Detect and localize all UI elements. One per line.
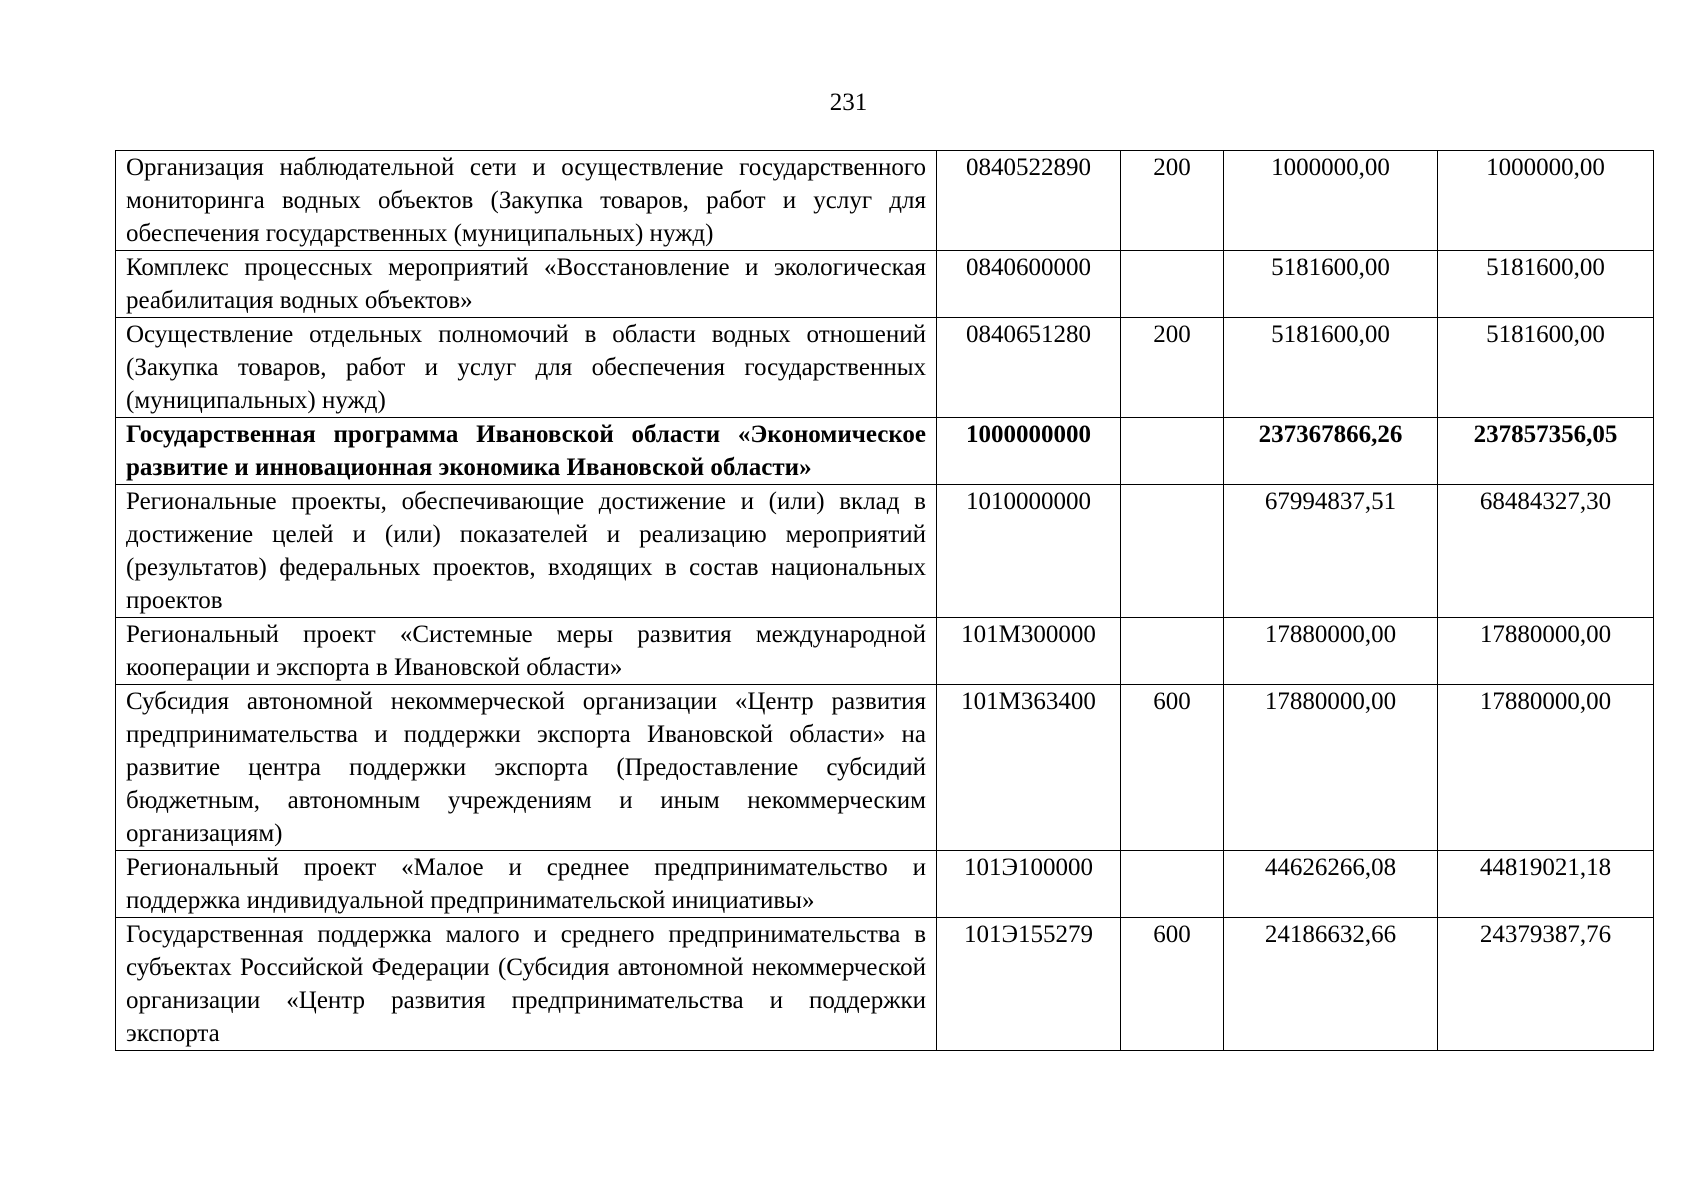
row-value-1: 5181600,00 <box>1224 318 1438 418</box>
row-name: Государственная программа Ивановской области «Экономическое развитие и инновационная экономика Ивановской области» <box>116 418 937 485</box>
row-expense-type: 600 <box>1121 918 1224 1051</box>
row-name: Комплекс процессных мероприятий «Восстановление и экологическая реабилитация водных объектов» <box>116 251 937 318</box>
row-value-2: 5181600,00 <box>1438 318 1654 418</box>
row-name: Региональный проект «Малое и среднее предпринимательство и поддержка индивидуальной предпринимательской инициативы» <box>116 851 937 918</box>
table-row <box>116 485 1654 618</box>
table-row <box>116 851 1654 918</box>
row-code: 0840651280 <box>937 318 1121 418</box>
table-row <box>116 251 1654 318</box>
row-value-2: 17880000,00 <box>1438 618 1654 685</box>
row-value-2: 1000000,00 <box>1438 151 1654 251</box>
row-value-1: 67994837,51 <box>1224 485 1438 618</box>
row-value-1: 5181600,00 <box>1224 251 1438 318</box>
row-expense-type <box>1121 251 1224 318</box>
row-value-1: 17880000,00 <box>1224 685 1438 851</box>
row-value-1: 24186632,66 <box>1224 918 1438 1051</box>
row-expense-type: 600 <box>1121 685 1224 851</box>
row-code: 101М300000 <box>937 618 1121 685</box>
table-row <box>116 918 1654 1051</box>
row-value-2: 24379387,76 <box>1438 918 1654 1051</box>
table-row <box>116 151 1654 251</box>
table-row <box>116 318 1654 418</box>
row-expense-type <box>1121 418 1224 485</box>
row-code: 1000000000 <box>937 418 1121 485</box>
row-name: Осуществление отдельных полномочий в области водных отношений (Закупка товаров, работ и услуг для обеспечения государственных (муниципальных) нужд) <box>116 318 937 418</box>
row-value-2: 17880000,00 <box>1438 685 1654 851</box>
row-name: Региональные проекты, обеспечивающие достижение и (или) вклад в достижение целей и (или) показателей и реализацию мероприятий (результатов) федеральных проектов, входящих в состав национальных проектов <box>116 485 937 618</box>
row-code: 0840522890 <box>937 151 1121 251</box>
row-code: 0840600000 <box>937 251 1121 318</box>
table-row <box>116 685 1654 851</box>
row-expense-type <box>1121 851 1224 918</box>
row-value-2: 44819021,18 <box>1438 851 1654 918</box>
table-row-program <box>116 418 1654 485</box>
row-value-1: 237367866,26 <box>1224 418 1438 485</box>
row-code: 101Э155279 <box>937 918 1121 1051</box>
row-value-2: 68484327,30 <box>1438 485 1654 618</box>
row-value-1: 44626266,08 <box>1224 851 1438 918</box>
row-name: Субсидия автономной некоммерческой организации «Центр развития предпринимательства и поддержки экспорта Ивановской области» на развитие центра поддержки экспорта (Предоставление субсидий бюджетным, автономным учреждениям и иным некоммерческим организациям) <box>116 685 937 851</box>
row-expense-type: 200 <box>1121 318 1224 418</box>
row-value-1: 1000000,00 <box>1224 151 1438 251</box>
row-expense-type: 200 <box>1121 151 1224 251</box>
row-expense-type <box>1121 618 1224 685</box>
row-code: 101М363400 <box>937 685 1121 851</box>
page-number: 231 <box>829 89 868 116</box>
row-code: 101Э100000 <box>937 851 1121 918</box>
row-value-1: 17880000,00 <box>1224 618 1438 685</box>
row-value-2: 237857356,05 <box>1438 418 1654 485</box>
budget-table <box>115 150 1654 1051</box>
row-name: Организация наблюдательной сети и осуществление государственного мониторинга водных объектов (Закупка товаров, работ и услуг для обеспечения государственных (муниципальных) нужд) <box>116 151 937 251</box>
row-code: 1010000000 <box>937 485 1121 618</box>
row-value-2: 5181600,00 <box>1438 251 1654 318</box>
row-expense-type <box>1121 485 1224 618</box>
row-name: Региональный проект «Системные меры развития международной кооперации и экспорта в Ивановской области» <box>116 618 937 685</box>
table-row <box>116 618 1654 685</box>
row-name: Государственная поддержка малого и среднего предпринимательства в субъектах Российской Федерации (Субсидия автономной некоммерческой организации «Центр развития предпринимательства и поддержки экспорта <box>116 918 937 1051</box>
